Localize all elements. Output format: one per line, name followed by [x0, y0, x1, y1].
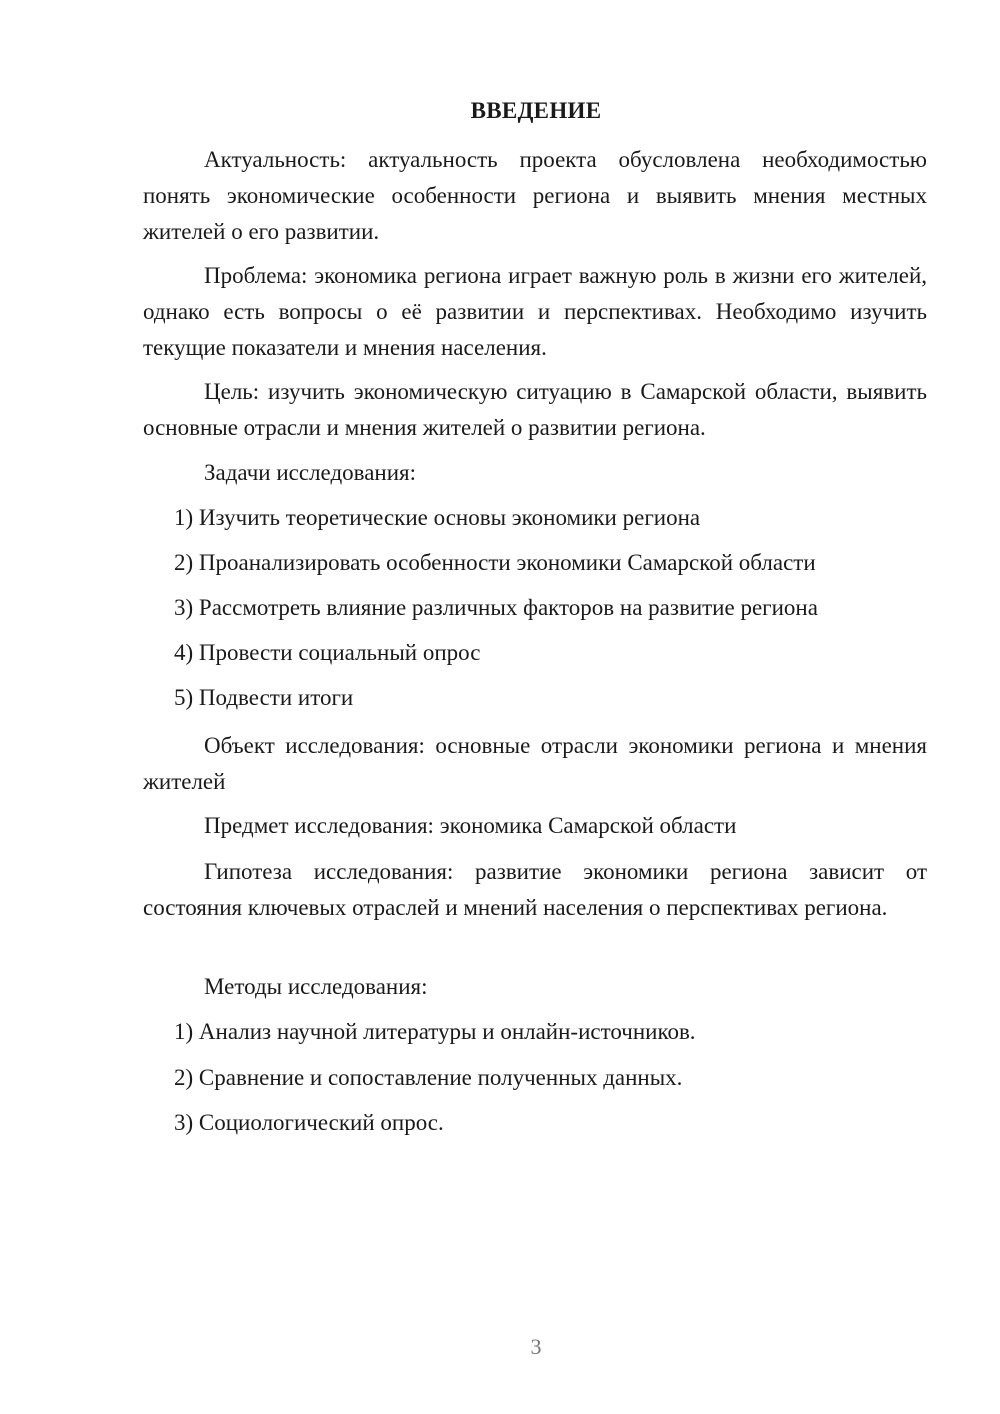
- method-item-3: 3) Социологический опрос.: [174, 1110, 444, 1135]
- subject-line: Предмет исследования: экономика Самарской области: [204, 813, 737, 838]
- object-paragraph: Объект исследования: основные отрасли экономики региона и мнения жителей: [143, 733, 927, 794]
- goal-paragraph: Цель: изучить экономическую ситуацию в Самарской области, выявить основные отрасли и мнения жителей о развитии региона.: [143, 379, 927, 440]
- task-item-3: 3) Рассмотреть влияние различных факторов на развитие региона: [174, 595, 818, 620]
- task-item-1: 1) Изучить теоретические основы экономики региона: [174, 505, 701, 530]
- hypothesis-paragraph: Гипотеза исследования: развитие экономики региона зависит от состояния ключевых отраслей и мнений населения о перспективах региона.: [143, 859, 927, 920]
- method-item-1: 1) Анализ научной литературы и онлайн-источников.: [174, 1019, 696, 1044]
- methods-heading: Методы исследования:: [204, 974, 428, 999]
- relevance-paragraph: Актуальность: актуальность проекта обусловлена необходимостью понять экономические особенности региона и выявить мнения местных жителей о его развитии.: [143, 147, 927, 244]
- page-title: ВВЕДЕНИЕ: [470, 98, 602, 123]
- tasks-heading: Задачи исследования:: [204, 460, 417, 485]
- task-item-5: 5) Подвести итоги: [174, 685, 354, 710]
- task-item-2: 2) Проанализировать особенности экономики Самарской области: [174, 550, 816, 575]
- page-number: 3: [530, 1334, 542, 1359]
- problem-paragraph: Проблема: экономика региона играет важную роль в жизни его жителей, однако есть вопросы о её развитии и перспективах. Необходимо изучить текущие показатели и мнения населения.: [143, 263, 927, 360]
- method-item-2: 2) Сравнение и сопоставление полученных данных.: [174, 1065, 683, 1090]
- task-item-4: 4) Провести социальный опрос: [174, 640, 481, 665]
